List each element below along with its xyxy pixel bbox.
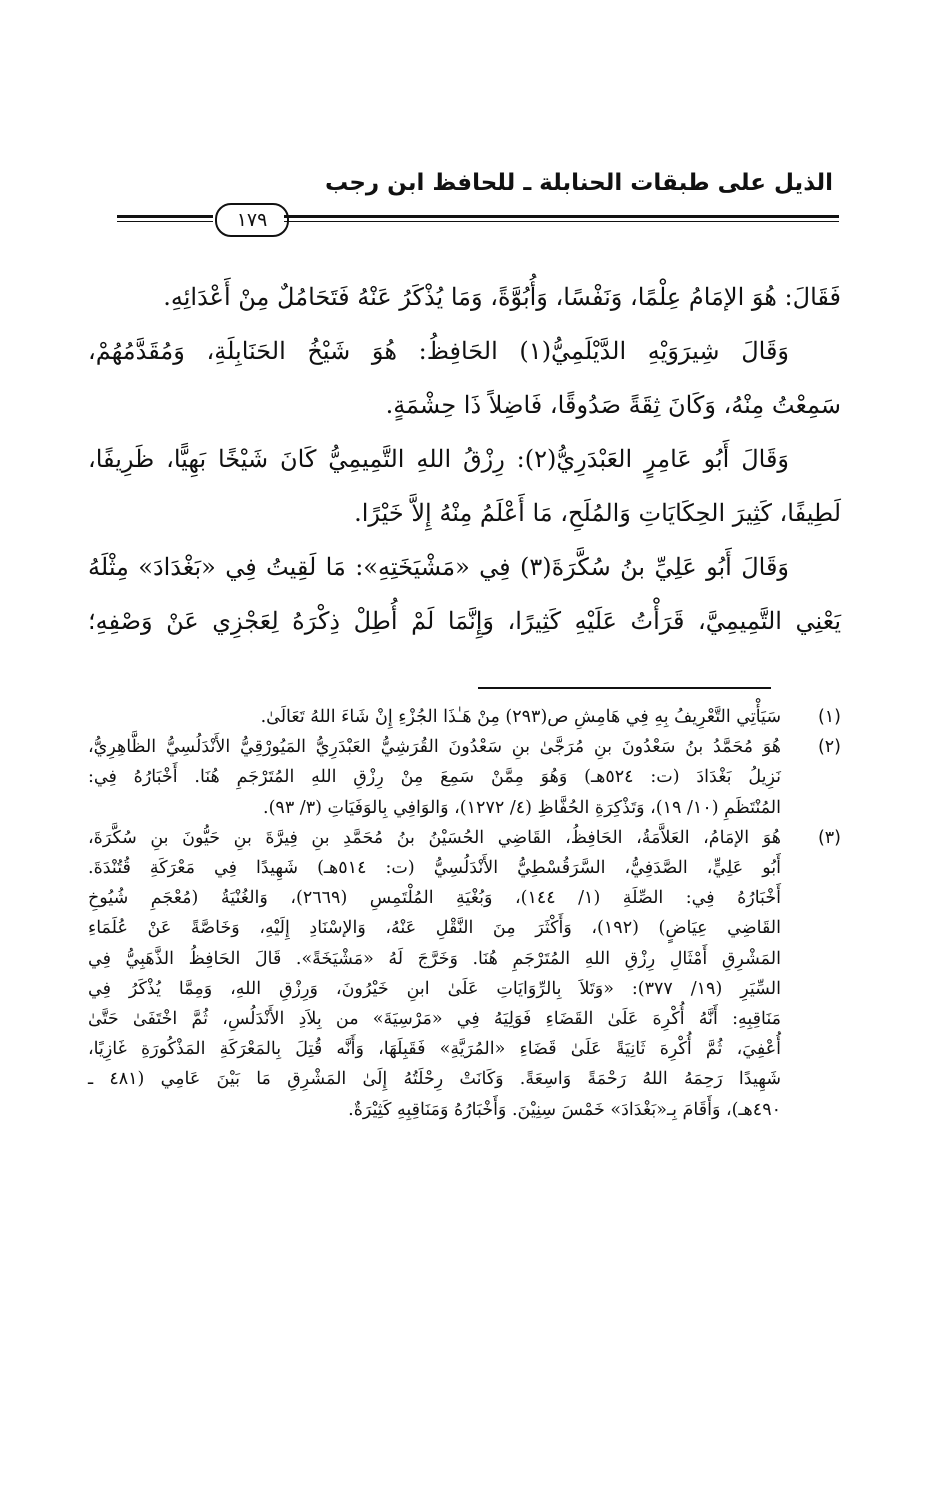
footnote-line: المَشْرِقِ أَمْثَالِ رِزْقِ اللهِ المُتَرْجَمِ هُنَا. وَخَرَّجَ لَهُ «مَشْيَخَةً». قَالَ الحَافِظُ الذَّهَبِيُّ فِي	[88, 948, 781, 969]
header-rule	[117, 203, 839, 237]
body-line: فَقَالَ: هُوَ الإمَامُ عِلْمًا، وَنَفْسًا، وَأُبُوَّةً، وَمَا يُذْكَرُ عَنْهُ فَتَحَامُلٌ مِنْ أَعْدَائِهِ.	[163, 283, 841, 311]
footnote-line: مَنَاقِبِهِ: أَنَّهُ أُكْرِهَ عَلَىٰ القَضَاءِ فَوَلِيَهُ فِي «مَرْسِيَةَ» من بِلاَدِ الأَنْدَلُسِ، ثُمَّ اخْتَفَىٰ حَتَّىٰ	[88, 1009, 781, 1030]
running-title: الذيل على طبقات الحنابلة ـ للحافظ ابن رجب	[324, 170, 833, 196]
footnote-line: ٤٩٠هـ)، وَأَقَامَ بِـ«بَغْدَادَ» خَمْسَ سِنِيْنَ. وَأَخْبَارُهُ وَمَنَاقِبِهِ كَثِيْرَةٌ.	[348, 1099, 781, 1120]
footnote-line: هُوَ مُحَمَّدُ بنُ سَعْدُونَ بنِ مُرَجَّىٰ بنِ سَعْدُونَ القُرَشِيُّ العَبْدَرِيُّ المَيُورْقِيُّ الأَنْدَلُسِيُّ الظَّاهِرِيُّ،	[88, 737, 781, 758]
main-text	[88, 270, 841, 648]
body-line: لَطِيفًا، كَثِيرَ الحِكَايَاتِ وَالمُلَحِ، مَا أَعْلَمُ مِنْهُ إِلاَّ خَيْرًا.	[354, 499, 841, 527]
footnote-number: (٣)	[817, 827, 841, 848]
page-number: ١٧٩	[215, 203, 289, 237]
header-rule-left	[117, 215, 213, 222]
footnote-line: نَزِيلُ بَغْدَادَ (ت: ٥٢٤هـ) وَهُوَ مِمَّنْ سَمِعَ مِنْ رِزْقِ اللهِ المُتَرْجَمِ هُنَا. أَخْبَارُهُ فِي:	[88, 767, 781, 788]
footnote-2	[88, 732, 841, 823]
footnote-separator	[478, 687, 771, 689]
body-line: وَقَالَ أَبُو عَامِرٍ العَبْدَرِيُّ(٢): رِزْقُ اللهِ التَّمِيمِيُّ كَانَ شَيْخًا بَهِيًّا، ظَرِيفًا،	[88, 445, 789, 473]
footnote-line: شَهِيدًا رَحِمَهُ اللهُ رَحْمَةً وَاسِعَةً. وَكَانَتْ رِحْلَتُهُ إِلَىٰ المَشْرِقِ مَا بَيْنَ عَامِي (٤٨١ ـ	[88, 1069, 781, 1090]
footnote-line: أُعْفِيَ، ثُمَّ أُكْرِهَ ثَانِيَةً عَلَىٰ قَضَاءِ «المُرَيَّةِ» فَقَبِلَهَا، وَأَنَّه قُتِلَ بِالمَعْرَكَةِ المَذْكُورَةِ غَازِيًا،	[88, 1039, 781, 1060]
footnotes	[88, 702, 841, 1125]
footnote-number: (٢)	[817, 737, 841, 758]
body-line: سَمِعْتُ مِنْهُ، وَكَانَ ثِقَةً صَدُوقًا، فَاضِلاً ذَا حِشْمَةٍ.	[385, 391, 841, 419]
body-line: وَقَالَ شِيرَوَيْهِ الدَّيْلَمِيُّ(١) الحَافِظُ: هُوَ شَيْخُ الحَنَابِلَةِ، وَمُقَدَّمُهُمْ،	[88, 337, 790, 365]
footnote-line: أَبُو عَلِيٍّ، الصَّدَفِيُّ، السَّرَقُسْطِيُّ الأَنْدَلُسِيُّ (ت: ٥١٤هـ) شَهِيدًا فِي مَعْرَكَةِ قُتُنْدَةَ.	[88, 858, 781, 879]
body-line: وَقَالَ أَبُو عَلِيِّ بنُ سُكَّرَةَ(٣) فِي «مَشْيَخَتِهِ»: مَا لَقِيتُ فِي «بَغْدَادَ» مِثْلَهُ	[88, 553, 790, 581]
header-rule-right	[284, 215, 839, 222]
body-line: يَعْنِي التَّمِيمِيَّ، قَرَأْتُ عَلَيْهِ كَثِيرًا، وَإِنَّمَا لَمْ أُطِلْ ذِكْرَهُ لِعَجْزِي عَنْ وَصْفِهِ؛	[88, 607, 841, 635]
footnote-line: سَيَأْتِي التَّعْرِيفُ بِهِ فِي هَامِشِ ص(٢٩٣) مِنْ هَـٰذَا الجُزْءِ إِنْ شَاءَ اللهُ تَعَالَىٰ.	[260, 707, 781, 727]
footnote-line: المُنْتَظَمِ (١٠/ ١٩)، وَتَذْكِرَةِ الحُفَّاظِ (٤/ ١٢٧٢)، وَالوَافِي بِالوَفَيَاتِ (٣/ ٩٣).	[263, 797, 781, 818]
footnote-number: (١)	[817, 707, 841, 727]
footnote-3	[88, 823, 841, 1125]
footnote-line: أَخْبَارُهُ فِي: الصِّلَةِ (١/ ١٤٤)، وَبُغْيَةِ المُلْتَمِسِ (٢٦٦٩)، وَالغُنْيَةُ (مُعْجَمِ شُيُوخِ	[88, 888, 782, 909]
footnote-1	[88, 702, 841, 732]
footnote-line: هُوَ الإمَامُ، العَلاَّمَةُ، الحَافِظُ، القَاضِي الحُسَيْنُ بنُ مُحَمَّدِ بنِ فِيرَّةَ بنِ حَيُّونَ بنِ سُكَّرَةَ،	[88, 827, 781, 848]
footnote-line: السِّيَرِ (١٩/ ٣٧٧): «وَتَلاَ بِالرِّوَايَاتِ عَلَىٰ ابنِ خَيْرُونَ، وَرِزْقِ اللهِ، وَمِمَّا يُذْكَرُ فِي	[88, 978, 781, 999]
footnote-line: القَاضِي عِيَاضٍ) (١٩٢)، وَأَكْثَرَ مِنَ النَّقْلِ عَنْهُ، وَالإسْنَادِ إِلَيْهِ، وَخَاصَّةً عَنْ عُلَمَاءِ	[88, 918, 781, 939]
